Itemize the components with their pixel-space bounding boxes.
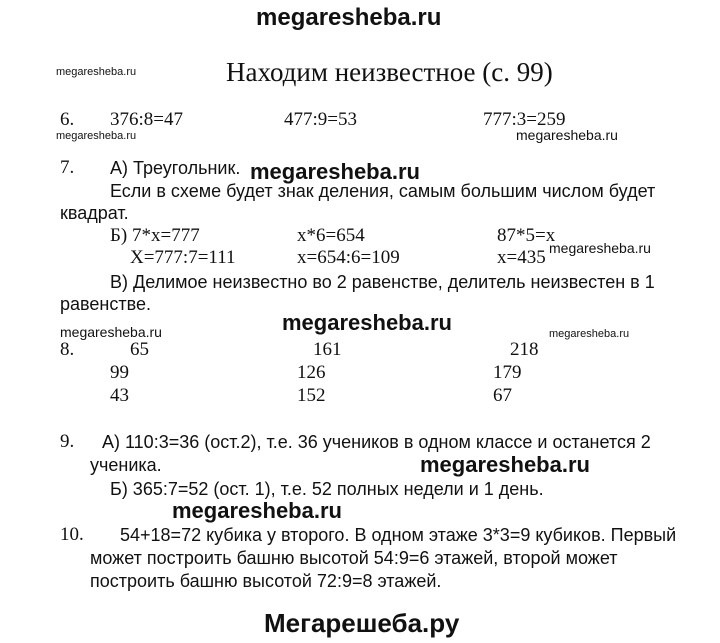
task7-v-line2: равенстве. <box>60 294 151 314</box>
header-watermark: megaresheba.ru <box>256 4 442 31</box>
watermark-big: megaresheba.ru <box>420 452 590 477</box>
watermark-big: megaresheba.ru <box>250 159 420 184</box>
task6-eq3: 777:3=259 <box>483 109 566 130</box>
task8-number: 8. <box>60 339 75 360</box>
watermark-small: megaresheba.ru <box>549 240 651 256</box>
task7-a-line2: квадрат. <box>60 203 129 223</box>
task7-b3: 87*5=х <box>497 225 556 246</box>
task10-line1: 54+18=72 кубика у второго. В одном этаже 3*3=9 кубиков. Первый <box>120 525 677 545</box>
task7-a: А) Треугольник. <box>110 158 241 178</box>
task10-number: 10. <box>60 524 84 545</box>
task8-cell: 218 <box>510 339 539 360</box>
task8-cell: 65 <box>130 339 149 360</box>
task7-b2-solution: х=654:6=109 <box>297 247 400 268</box>
task6-number: 6. <box>60 109 75 130</box>
task8-cell: 99 <box>110 362 129 383</box>
watermark-small: megaresheba.ru <box>56 66 137 78</box>
task8-cell: 43 <box>110 385 129 406</box>
task7-b3-solution: х=435 <box>497 247 546 268</box>
watermark-small: megaresheba.ru <box>60 324 162 340</box>
task9-a-line1: А) 110:3=36 (ост.2), т.е. 36 учеников в одном классе и останется 2 <box>102 432 651 452</box>
task7-b2: х*6=654 <box>297 225 365 246</box>
watermark-small: megaresheba.ru <box>516 127 618 143</box>
watermark-small: megaresheba.ru <box>56 130 137 142</box>
task9-b: Б) 365:7=52 (ост. 1), т.е. 52 полных недели и 1 день. <box>110 479 544 499</box>
task8-cell: 152 <box>297 385 326 406</box>
task7-v-line1: В) Делимое неизвестно во 2 равенстве, делитель неизвестен в 1 <box>110 272 655 292</box>
task7-number: 7. <box>60 157 75 178</box>
task10-line2: может построить башню высотой 54:9=6 этажей, второй может <box>90 548 618 568</box>
watermark-big: megaresheba.ru <box>282 310 452 335</box>
task7-b1: Б) 7*х=777 <box>110 225 200 246</box>
task7-b1-solution: Х=777:7=111 <box>130 247 236 268</box>
task8-cell: 161 <box>313 339 342 360</box>
watermark-big: megaresheba.ru <box>172 498 342 523</box>
task8-cell: 67 <box>493 385 512 406</box>
task6-eq2: 477:9=53 <box>284 109 357 130</box>
task6-eq1: 376:8=47 <box>110 109 183 130</box>
task7-a-line1: Если в схеме будет знак деления, самым большим числом будет <box>110 181 656 201</box>
page-title: Находим неизвестное (с. 99) <box>226 57 553 87</box>
footer-watermark: Мегарешеба.ру <box>264 608 460 638</box>
task9-number: 9. <box>60 431 75 452</box>
task10-line3: построить башню высотой 72:9=8 этажей. <box>90 571 442 591</box>
task8-cell: 126 <box>297 362 326 383</box>
task9-a-line2: ученика. <box>90 455 162 475</box>
watermark-small: megaresheba.ru <box>549 328 630 340</box>
task8-cell: 179 <box>493 362 522 383</box>
